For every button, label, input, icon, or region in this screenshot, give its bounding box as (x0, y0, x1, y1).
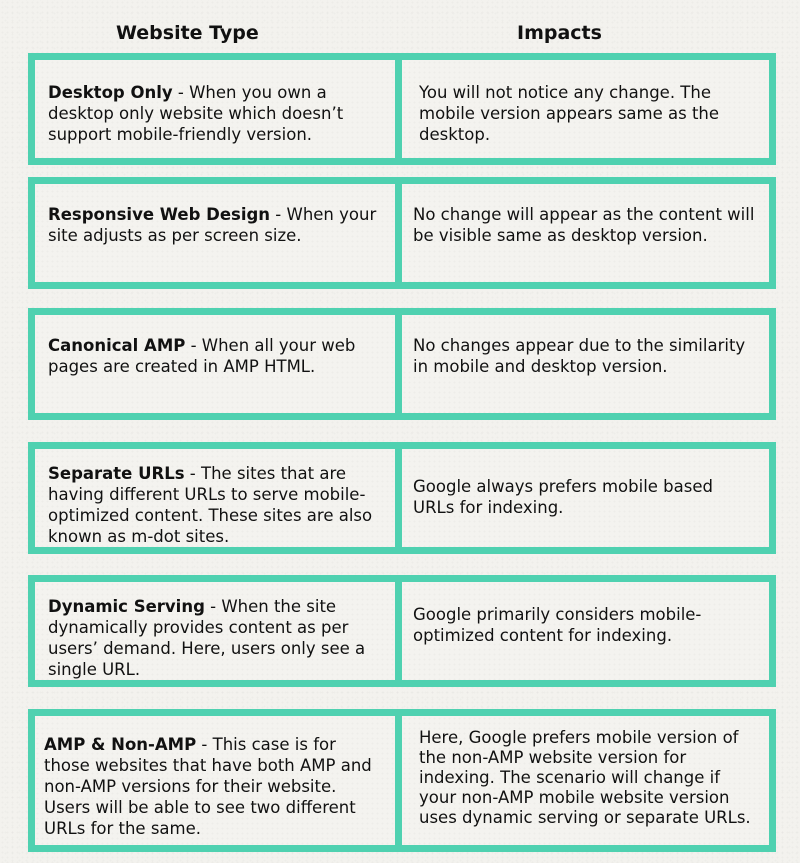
table-row-responsive-web-design (28, 177, 776, 289)
website-type-description: - When the site dynamically provides content as per users’ demand. Here, users only see a single URL. (48, 597, 366, 679)
website-type-title: Responsive Web Design (48, 205, 271, 224)
website-type-title: Separate URLs (48, 464, 185, 483)
impact-cell (402, 582, 769, 680)
impact-cell (402, 449, 769, 547)
website-type-description: - When you own a desktop only website which doesn’t support mobile-friendly version. (48, 83, 344, 144)
impact-text: No changes appear due to the similarity in mobile and desktop version. (413, 336, 746, 376)
website-type-cell (35, 184, 395, 282)
website-type-description: - When all your web pages are created in AMP HTML. (48, 336, 356, 376)
impact-text: Here, Google prefers mobile version of the non-AMP website version for indexing. The scenario will change if your non-AMP mobile website version uses dynamic serving or separate URLs. (419, 728, 751, 827)
header-impacts: Impacts (517, 22, 602, 44)
website-type-description: - This case is for those websites that have both AMP and non-AMP versions for their website. Users will be able to see two different URLs for the same. (44, 735, 372, 838)
table-row-amp-non-amp (28, 709, 776, 852)
impact-text: Google always prefers mobile based URLs for indexing. (413, 477, 713, 517)
impact-cell (402, 716, 769, 845)
impact-cell (402, 60, 769, 158)
impact-text: Google primarily considers mobile-optimized content for indexing. (413, 605, 702, 645)
website-type-cell (35, 582, 395, 680)
website-type-cell (35, 60, 395, 158)
impact-cell (402, 184, 769, 282)
header-website-type: Website Type (116, 22, 259, 44)
table-row-separate-urls (28, 442, 776, 554)
website-type-title: AMP & Non-AMP (44, 735, 197, 754)
table-row-canonical-amp (28, 308, 776, 420)
impact-text: No change will appear as the content will be visible same as desktop version. (413, 205, 755, 245)
table-row-desktop-only (28, 53, 776, 165)
table-row-dynamic-serving (28, 575, 776, 687)
website-type-title: Desktop Only (48, 83, 173, 102)
website-type-cell (35, 716, 395, 845)
website-type-title: Dynamic Serving (48, 597, 205, 616)
website-type-title: Canonical AMP (48, 336, 186, 355)
website-type-cell (35, 449, 395, 547)
website-type-cell (35, 315, 395, 413)
impact-text: You will not notice any change. The mobile version appears same as the desktop. (419, 83, 720, 144)
impact-cell (402, 315, 769, 413)
website-type-description: - The sites that are having different URLs to serve mobile-optimized content. These sites are also known as m-dot sites. (48, 464, 373, 546)
website-type-description: - When your site adjusts as per screen size. (48, 205, 377, 245)
